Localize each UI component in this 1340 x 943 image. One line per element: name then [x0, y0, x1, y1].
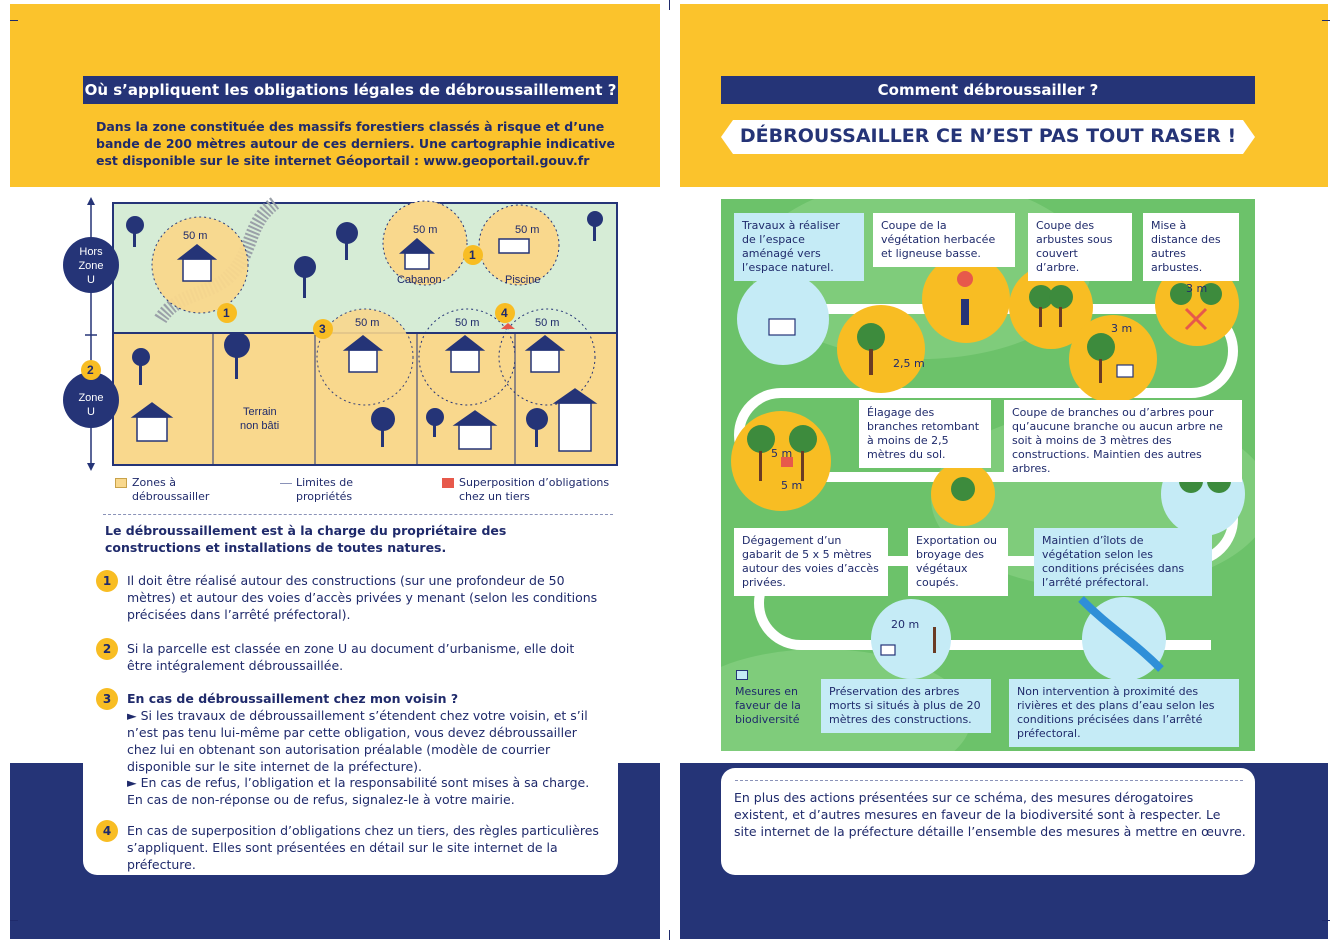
item-2-badge: 2 — [96, 638, 118, 660]
box-mesures: Mesures en faveur de la biodiversité — [735, 685, 801, 726]
green-panel — [721, 199, 1255, 751]
svg-text:50 m: 50 m — [455, 317, 480, 329]
terrain-label: Terrain — [243, 406, 277, 418]
box-coupe-vegetation: Coupe de la végétation herbacée et ligneuse basse. — [873, 213, 1015, 267]
piscine-label: Piscine — [505, 274, 541, 286]
item-3-sub2: ► En cas de refus, l’obligation et la responsabilité sont mises à sa charge. En cas de non-réponse ou de refus, signalez-le à votre mairie. — [127, 775, 590, 807]
svg-text:non bâti: non bâti — [240, 420, 280, 432]
zones-diagram — [55, 195, 625, 507]
svg-text:2: 2 — [87, 363, 94, 377]
legend-line-limites — [280, 483, 292, 484]
legend — [115, 476, 615, 506]
legend-biodiversity-swatch — [736, 670, 748, 680]
svg-text:50 m: 50 m — [413, 224, 438, 236]
box-rivieres: Non intervention à proximité des rivières et des plans d’eau selon les conditions précisées dans l’arrêté préfectoral. — [1009, 679, 1239, 747]
dim-3m-a: 3 m — [1186, 282, 1208, 295]
dim-5m-a: 5 m — [771, 447, 793, 460]
legend-swatch-zones — [115, 478, 127, 488]
svg-text:50 m: 50 m — [355, 317, 380, 329]
item-2-text: Si la parcelle est classée en zone U au document d’urbanisme, elle doit être intégralement débroussaillée. — [127, 641, 575, 673]
cabanon-label: Cabanon — [397, 274, 442, 286]
legend-zones: Zones à débroussailler — [132, 476, 210, 503]
zone-u-label: Zone — [78, 392, 104, 404]
svg-text:U: U — [87, 274, 95, 286]
item-1-text: Il doit être réalisé autour des constructions (sur une profondeur de 50 mètres) et autour des voies d’accès privées y menant (selon les conditions précisées dans l’arrêté préfectoral). — [127, 573, 598, 622]
dist-label: 50 m — [183, 230, 208, 242]
item-4-badge: 4 — [96, 820, 118, 842]
banner — [721, 120, 1255, 154]
box-travaux: Travaux à réaliser de l’espace aménagé vers l’espace naturel. — [734, 213, 864, 281]
legend-swatch-superposition — [442, 478, 454, 488]
dim-5m-b: 5 m — [781, 479, 803, 492]
svg-text:1: 1 — [223, 306, 230, 320]
svg-text:U: U — [87, 406, 95, 418]
banner-text: DÉBROUSSAILLER CE N’EST PAS TOUT RASER ! — [739, 125, 1237, 147]
item-3-badge: 3 — [96, 688, 118, 710]
item-3-text: En cas de débroussaillement chez mon voisin ? — [127, 691, 459, 706]
svg-text:50 m: 50 m — [535, 317, 560, 329]
dim-3m-b: 3 m — [1111, 322, 1133, 335]
svg-text:1: 1 — [469, 248, 476, 262]
dim-20: 20 m — [891, 618, 920, 631]
box-coupe-branches: Coupe de branches ou d’arbres pour qu’aucune branche ou aucun arbre ne soit à moins de 3 mètres des constructions. Maintien des autres arbres. — [1004, 400, 1242, 482]
svg-text:4: 4 — [501, 306, 508, 320]
svg-text:Zone: Zone — [78, 260, 104, 272]
dim-25: 2,5 m — [893, 357, 925, 370]
box-ilots: Maintien d’îlots de végétation selon les conditions précisées dans l’arrêté préfectoral. — [1034, 528, 1212, 596]
zone-hors-label: Hors — [79, 246, 103, 258]
legend-superposition: Superposition d’obligations chez un tiers — [459, 476, 610, 503]
box-exportation: Exportation ou broyage des végétaux coupés. — [908, 528, 1008, 596]
svg-text:50 m: 50 m — [515, 224, 540, 236]
box-arbres-morts: Préservation des arbres morts si situés à plus de 20 mètres des constructions. — [821, 679, 991, 733]
right-heading: Comment débroussailler ? — [721, 76, 1255, 104]
item-3-sub1: ► Si les travaux de débroussaillement s’étendent chez votre voisin, et s’il n’est pas tenu lui-même par cette obligation, vous devez débroussailler chez lui en obtenant son autorisation préalable (modèle de courrier disponible sur le site internet de la préfecture). — [127, 708, 588, 774]
right-divider — [735, 780, 1243, 781]
right-footer: En plus des actions présentées sur ce schéma, des mesures dérogatoires existent, et d’autres mesures en faveur de la biodiversité sont à respecter. Le site internet de la préfecture détaille l’ensemble des mesures à mettre en œuvre. — [734, 790, 1246, 839]
svg-text:3: 3 — [319, 322, 326, 336]
left-heading: Où s’appliquent les obligations légales de débroussaillement ? — [83, 76, 618, 104]
box-mise-distance: Mise à distance des autres arbustes. — [1143, 213, 1239, 281]
item-1-badge: 1 — [96, 570, 118, 592]
box-elagage: Élagage des branches retombant à moins de 2,5 mètres du sol. — [859, 400, 991, 468]
box-degagement: Dégagement d’un gabarit de 5 x 5 mètres autour des voies d’accès privées. — [734, 528, 888, 596]
left-intro: Dans la zone constituée des massifs forestiers classés à risque et d’une bande de 200 mètres autour de ces derniers. Une cartographie indicative est disponible sur le site internet Géoportail : www.geoportail.gouv.fr — [96, 119, 616, 168]
box-coupe-arbustes: Coupe des arbustes sous couvert d’arbre. — [1028, 213, 1132, 281]
left-divider — [103, 514, 613, 515]
charge-text: Le débroussaillement est à la charge du propriétaire des constructions et installations de toutes natures. — [105, 523, 507, 555]
legend-limites: Limites de propriétés — [296, 476, 354, 503]
item-4-text: En cas de superposition d’obligations chez un tiers, des règles particulières s’appliquent. Elles sont présentées en détail sur le site internet de la préfecture. — [127, 823, 599, 872]
